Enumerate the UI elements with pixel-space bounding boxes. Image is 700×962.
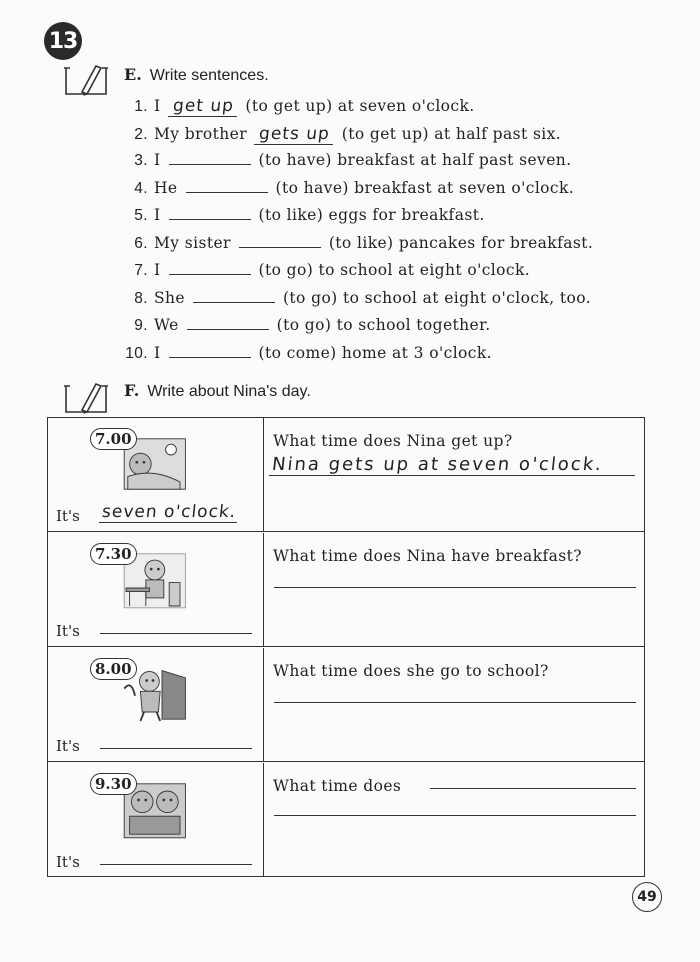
item-subject: I — [154, 97, 161, 115]
answer-blank[interactable] — [186, 180, 268, 193]
item-prompt: (to go) to school at eight o'clock, too. — [282, 289, 592, 307]
item-prompt: (to have) breakfast at seven o'clock. — [275, 179, 575, 197]
column-divider — [263, 763, 264, 877]
answer-blank[interactable] — [169, 152, 251, 165]
exercise-item — [124, 316, 491, 335]
item-subject: She — [154, 289, 185, 307]
section-f-letter: F. — [124, 381, 140, 400]
its-label: It's — [56, 622, 80, 640]
item-subject: We — [154, 316, 179, 334]
item-number: 7. — [134, 262, 148, 279]
time-badge: 9.30 — [90, 773, 137, 795]
question-text: What time does — [273, 777, 402, 795]
item-prompt: (to go) to school together. — [276, 316, 491, 334]
answer-blank[interactable] — [169, 207, 251, 220]
item-number: 1. — [134, 98, 148, 115]
time-badge: 7.00 — [90, 428, 137, 450]
item-number: 3. — [134, 152, 148, 169]
handwritten-answer: gets up — [254, 124, 335, 145]
item-number: 5. — [134, 207, 148, 224]
exercise-item — [124, 344, 492, 363]
item-number: 8. — [134, 290, 148, 307]
exercise-item — [124, 289, 591, 308]
item-subject: I — [154, 261, 161, 279]
item-number: 4. — [134, 180, 148, 197]
time-answer-blank[interactable] — [100, 633, 252, 634]
item-number: 6. — [134, 235, 148, 252]
answer-line[interactable] — [274, 815, 636, 816]
item-prompt: (to like) eggs for breakfast. — [258, 206, 485, 224]
its-label: It's — [56, 507, 80, 525]
item-number: 9. — [134, 317, 148, 334]
pencil-notebook-icon — [62, 380, 114, 416]
table-row — [48, 418, 644, 532]
item-subject: My sister — [154, 234, 231, 252]
exercise-item — [124, 261, 530, 280]
item-subject: I — [154, 206, 161, 224]
section-e-title: Write sentences. — [149, 67, 269, 84]
column-divider — [263, 418, 264, 531]
its-label: It's — [56, 853, 80, 871]
item-subject: He — [154, 179, 178, 197]
section-e-heading — [124, 65, 269, 85]
table-row — [48, 533, 644, 647]
answer-line[interactable] — [430, 788, 636, 789]
question-text: What time does Nina have breakfast? — [273, 547, 582, 565]
time-answer-blank[interactable] — [100, 864, 252, 865]
item-prompt: (to have) breakfast at half past seven. — [258, 151, 572, 169]
item-number: 2. — [134, 126, 148, 143]
table-row — [48, 763, 644, 877]
handwritten-time-answer: seven o'clock. — [99, 502, 239, 523]
answer-line[interactable] — [274, 587, 636, 588]
column-divider — [263, 533, 264, 646]
exercise-item — [124, 151, 572, 170]
item-subject: I — [154, 344, 161, 362]
item-prompt: (to get up) at half past six. — [341, 125, 562, 143]
exercise-item — [124, 96, 475, 117]
item-prompt: (to come) home at 3 o'clock. — [258, 344, 492, 362]
item-subject: I — [154, 151, 161, 169]
handwritten-answer: get up — [167, 96, 238, 117]
question-text: What time does Nina get up? — [273, 432, 513, 450]
page-number: 49 — [632, 882, 662, 912]
exercise-item — [124, 124, 561, 145]
its-label: It's — [56, 737, 80, 755]
answer-blank[interactable] — [239, 235, 321, 248]
answer-blank[interactable] — [193, 290, 275, 303]
answer-blank[interactable] — [169, 262, 251, 275]
unit-number-badge: 13 — [44, 22, 82, 60]
column-divider — [263, 648, 264, 761]
time-answer-blank[interactable] — [100, 748, 252, 749]
exercise-item — [124, 206, 485, 225]
item-number: 10. — [125, 345, 148, 362]
pencil-notebook-icon — [62, 62, 114, 98]
table-row — [48, 648, 644, 762]
item-prompt: (to like) pancakes for breakfast. — [328, 234, 594, 252]
answer-blank[interactable] — [187, 317, 269, 330]
item-prompt: (to go) to school at eight o'clock. — [258, 261, 531, 279]
time-badge: 7.30 — [90, 543, 137, 565]
item-subject: My brother — [154, 125, 248, 143]
exercise-item — [124, 179, 574, 198]
item-prompt: (to get up) at seven o'clock. — [245, 97, 475, 115]
time-badge: 8.00 — [90, 658, 137, 680]
answer-line[interactable] — [274, 702, 636, 703]
question-text: What time does she go to school? — [273, 662, 549, 680]
answer-blank[interactable] — [169, 345, 251, 358]
nina-day-table — [47, 417, 645, 877]
exercise-item — [124, 234, 593, 253]
section-f-title: Write about Nina's day. — [147, 383, 311, 400]
section-f-heading — [124, 381, 311, 401]
section-e-letter: E. — [124, 65, 142, 84]
handwritten-answer: Nina gets up at seven o'clock. — [269, 454, 637, 476]
